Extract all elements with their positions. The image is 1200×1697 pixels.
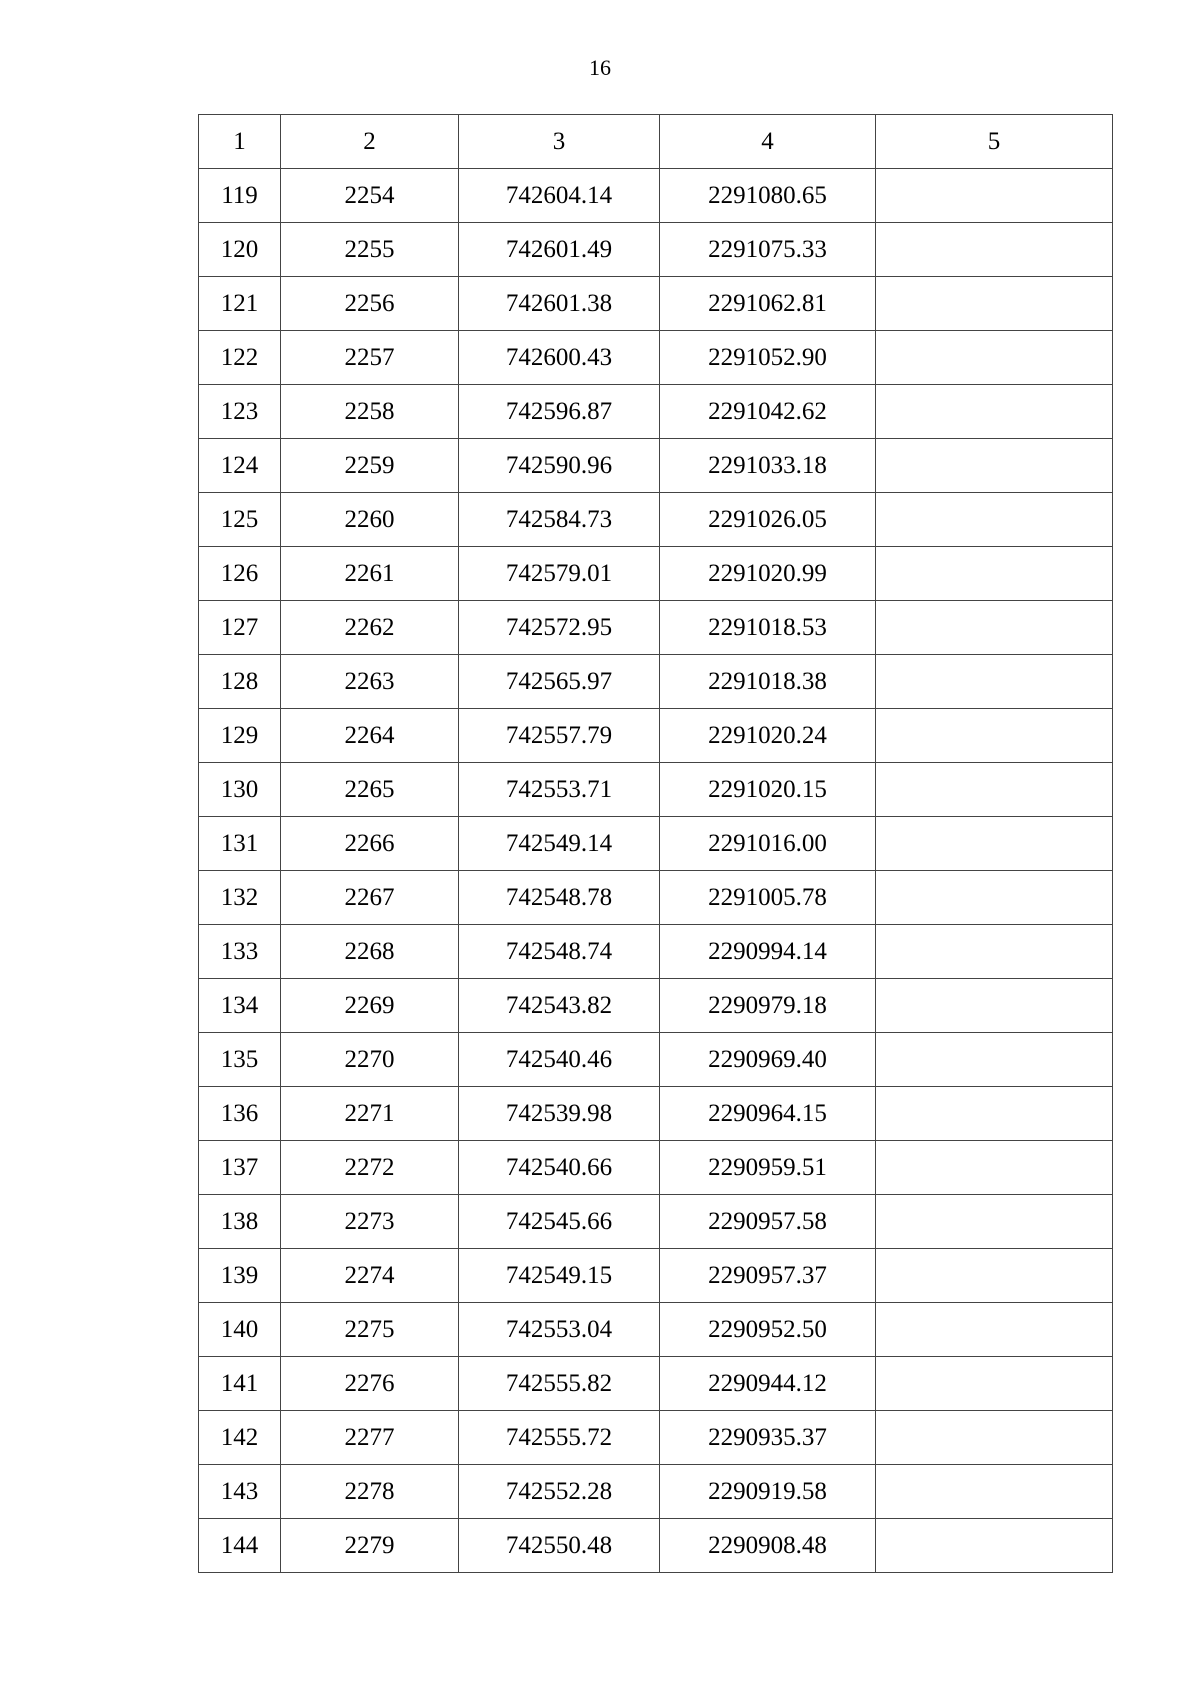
table-cell <box>876 1249 1113 1303</box>
table-cell: 2272 <box>281 1141 459 1195</box>
table-row <box>199 1465 1113 1519</box>
table-row <box>199 871 1113 925</box>
table-cell: 2265 <box>281 763 459 817</box>
table-row <box>199 601 1113 655</box>
table-cell: 124 <box>199 439 281 493</box>
column-header: 4 <box>660 115 876 169</box>
column-header: 3 <box>459 115 660 169</box>
table-row <box>199 385 1113 439</box>
table-cell: 742553.04 <box>459 1303 660 1357</box>
table-row <box>199 655 1113 709</box>
table-cell: 2291020.15 <box>660 763 876 817</box>
table-cell: 2278 <box>281 1465 459 1519</box>
table-cell: 121 <box>199 277 281 331</box>
table-cell: 742596.87 <box>459 385 660 439</box>
table-cell: 135 <box>199 1033 281 1087</box>
table-cell: 2256 <box>281 277 459 331</box>
table-cell <box>876 331 1113 385</box>
table-cell: 2271 <box>281 1087 459 1141</box>
table-cell: 2267 <box>281 871 459 925</box>
table-cell: 119 <box>199 169 281 223</box>
table-cell: 2255 <box>281 223 459 277</box>
table-row <box>199 1249 1113 1303</box>
table-cell: 2291062.81 <box>660 277 876 331</box>
table-cell: 742545.66 <box>459 1195 660 1249</box>
table-cell <box>876 871 1113 925</box>
table-cell <box>876 1141 1113 1195</box>
table-row <box>199 223 1113 277</box>
table-cell: 2262 <box>281 601 459 655</box>
table-body <box>199 169 1113 1573</box>
table-cell: 126 <box>199 547 281 601</box>
table-cell: 127 <box>199 601 281 655</box>
table-cell: 128 <box>199 655 281 709</box>
table-cell <box>876 547 1113 601</box>
table-cell <box>876 493 1113 547</box>
table-cell <box>876 1465 1113 1519</box>
table-cell: 2276 <box>281 1357 459 1411</box>
table-header-row <box>199 115 1113 169</box>
table-cell: 143 <box>199 1465 281 1519</box>
table-cell: 123 <box>199 385 281 439</box>
table-row <box>199 169 1113 223</box>
table-cell: 2291042.62 <box>660 385 876 439</box>
table-cell <box>876 655 1113 709</box>
column-header: 1 <box>199 115 281 169</box>
table-cell: 142 <box>199 1411 281 1465</box>
table-cell <box>876 1519 1113 1573</box>
table-cell: 742590.96 <box>459 439 660 493</box>
table-cell: 139 <box>199 1249 281 1303</box>
table-cell: 2290957.58 <box>660 1195 876 1249</box>
table-cell: 742601.49 <box>459 223 660 277</box>
table-cell: 742548.78 <box>459 871 660 925</box>
table-cell: 125 <box>199 493 281 547</box>
table-cell: 742600.43 <box>459 331 660 385</box>
table-cell: 2291020.99 <box>660 547 876 601</box>
table-cell <box>876 763 1113 817</box>
table-cell: 2254 <box>281 169 459 223</box>
table-cell: 742550.48 <box>459 1519 660 1573</box>
table-cell <box>876 1087 1113 1141</box>
table-cell: 2263 <box>281 655 459 709</box>
table-cell: 2270 <box>281 1033 459 1087</box>
table-cell: 120 <box>199 223 281 277</box>
table-cell: 2257 <box>281 331 459 385</box>
table-cell: 2291018.53 <box>660 601 876 655</box>
table-cell: 144 <box>199 1519 281 1573</box>
table-cell: 742584.73 <box>459 493 660 547</box>
table-cell: 2277 <box>281 1411 459 1465</box>
table-row <box>199 1087 1113 1141</box>
table-cell: 742604.14 <box>459 169 660 223</box>
table-cell <box>876 1195 1113 1249</box>
table-cell: 2290994.14 <box>660 925 876 979</box>
table-cell: 2275 <box>281 1303 459 1357</box>
table-cell: 742543.82 <box>459 979 660 1033</box>
table-cell: 2279 <box>281 1519 459 1573</box>
table-cell: 742552.28 <box>459 1465 660 1519</box>
table-cell: 2274 <box>281 1249 459 1303</box>
table-cell: 742565.97 <box>459 655 660 709</box>
table-cell: 2269 <box>281 979 459 1033</box>
table-row <box>199 277 1113 331</box>
table-cell: 2291018.38 <box>660 655 876 709</box>
table-cell: 122 <box>199 331 281 385</box>
table-cell <box>876 1357 1113 1411</box>
table-row <box>199 1033 1113 1087</box>
table-cell: 129 <box>199 709 281 763</box>
column-header: 5 <box>876 115 1113 169</box>
table-cell: 2268 <box>281 925 459 979</box>
table-cell: 2264 <box>281 709 459 763</box>
table-cell: 2290952.50 <box>660 1303 876 1357</box>
table-cell: 2290935.37 <box>660 1411 876 1465</box>
table-cell: 141 <box>199 1357 281 1411</box>
table-cell: 2290969.40 <box>660 1033 876 1087</box>
table-row <box>199 1357 1113 1411</box>
column-header: 2 <box>281 115 459 169</box>
table-cell: 2291020.24 <box>660 709 876 763</box>
table-cell: 2290979.18 <box>660 979 876 1033</box>
table-cell: 130 <box>199 763 281 817</box>
table-cell: 742540.66 <box>459 1141 660 1195</box>
table-cell <box>876 979 1113 1033</box>
table-cell: 131 <box>199 817 281 871</box>
table-cell <box>876 223 1113 277</box>
table-cell <box>876 1303 1113 1357</box>
table-row <box>199 547 1113 601</box>
table-cell: 742555.72 <box>459 1411 660 1465</box>
table-cell: 742549.14 <box>459 817 660 871</box>
table-row <box>199 493 1113 547</box>
table-cell: 138 <box>199 1195 281 1249</box>
table-cell <box>876 277 1113 331</box>
table-cell: 2266 <box>281 817 459 871</box>
table-cell: 137 <box>199 1141 281 1195</box>
table-cell: 742601.38 <box>459 277 660 331</box>
table-cell <box>876 925 1113 979</box>
table-row <box>199 1411 1113 1465</box>
table-cell: 2290957.37 <box>660 1249 876 1303</box>
table-cell: 2291026.05 <box>660 493 876 547</box>
table-cell: 742540.46 <box>459 1033 660 1087</box>
table-cell: 136 <box>199 1087 281 1141</box>
table-cell: 2291080.65 <box>660 169 876 223</box>
table-cell: 2260 <box>281 493 459 547</box>
table-row <box>199 1303 1113 1357</box>
table-row <box>199 1195 1113 1249</box>
table-row <box>199 925 1113 979</box>
table-cell: 2291033.18 <box>660 439 876 493</box>
table-row <box>199 709 1113 763</box>
table-cell: 2290919.58 <box>660 1465 876 1519</box>
table-cell <box>876 439 1113 493</box>
table-cell: 2291016.00 <box>660 817 876 871</box>
table-cell <box>876 1411 1113 1465</box>
table-cell: 133 <box>199 925 281 979</box>
table-cell: 132 <box>199 871 281 925</box>
page-number: 16 <box>589 55 611 80</box>
table-cell <box>876 601 1113 655</box>
table-cell <box>876 1033 1113 1087</box>
table-cell: 742539.98 <box>459 1087 660 1141</box>
table-cell: 2290944.12 <box>660 1357 876 1411</box>
table-cell: 2261 <box>281 547 459 601</box>
table-cell: 742553.71 <box>459 763 660 817</box>
table-cell: 742579.01 <box>459 547 660 601</box>
table-cell: 2273 <box>281 1195 459 1249</box>
table-cell: 2291075.33 <box>660 223 876 277</box>
table-cell: 2291005.78 <box>660 871 876 925</box>
table-cell: 2258 <box>281 385 459 439</box>
table-cell: 134 <box>199 979 281 1033</box>
table-cell: 742572.95 <box>459 601 660 655</box>
table-cell <box>876 385 1113 439</box>
table-row <box>199 817 1113 871</box>
table-cell: 742555.82 <box>459 1357 660 1411</box>
table-cell <box>876 709 1113 763</box>
table-cell: 140 <box>199 1303 281 1357</box>
table-row <box>199 1141 1113 1195</box>
table-row <box>199 763 1113 817</box>
table-cell: 742548.74 <box>459 925 660 979</box>
table-cell: 2291052.90 <box>660 331 876 385</box>
table-cell: 742557.79 <box>459 709 660 763</box>
table-row <box>199 331 1113 385</box>
table-cell: 2290959.51 <box>660 1141 876 1195</box>
coordinates-table <box>198 114 1113 1573</box>
table-row <box>199 979 1113 1033</box>
table-cell: 2290964.15 <box>660 1087 876 1141</box>
table-cell: 742549.15 <box>459 1249 660 1303</box>
table-row <box>199 1519 1113 1573</box>
table-cell: 2259 <box>281 439 459 493</box>
table-cell <box>876 817 1113 871</box>
table-row <box>199 439 1113 493</box>
table-cell <box>876 169 1113 223</box>
table-cell: 2290908.48 <box>660 1519 876 1573</box>
